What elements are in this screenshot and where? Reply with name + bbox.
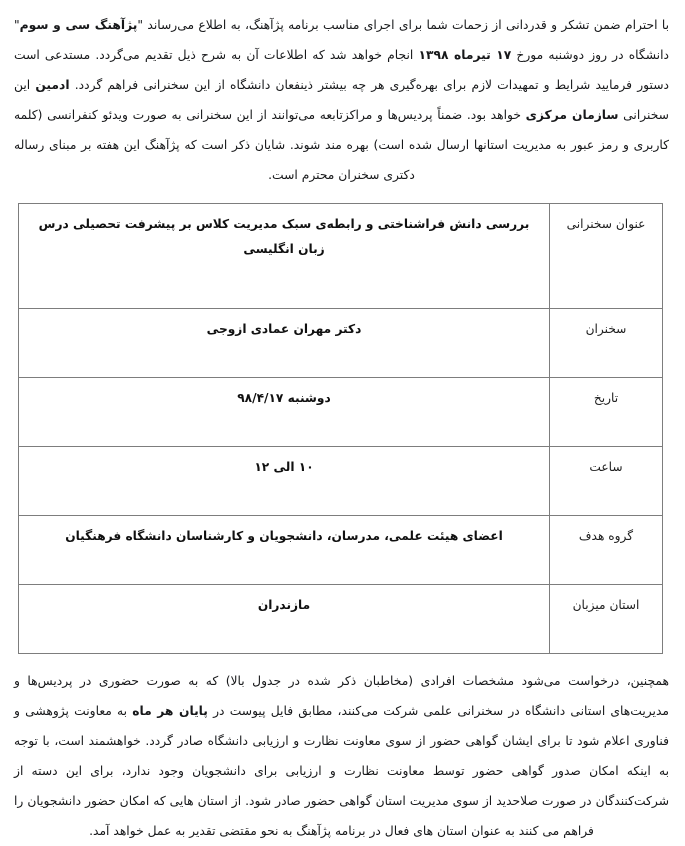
- row-value-target-group: اعضای هیئت علمی، مدرسان، دانشجویان و کارشناسان دانشگاه فرهنگیان: [19, 516, 550, 585]
- row-value-speaker: دکتر مهران عمادی ازوجی: [19, 309, 550, 378]
- row-value-host-province: مازندران: [19, 585, 550, 654]
- table-row: [19, 309, 663, 378]
- intro-paragraph: با احترام ضمن تشکر و قدردانی از زحمات شما برای اجرای مناسب برنامه پژآهنگ، به اطلاع می‌رساند "پژآهنگ سی و سوم" دانشگاه در روز دوشنبه مورخ ۱۷ تیرماه ۱۳۹۸ انجام خواهد شد که اطلاعات آن به شرح ذیل تقدیم می‌گردد. مستدعی است دستور فرمایید شرایط و تمهیدات لازم برای بهره‌گیری هر چه بیشتر ذینفعان دانشگاه از این سخنرانی فراهم گردد. ادمین این سخنرانی سازمان مرکزی خواهد بود. ضمناً پردیس‌ها و مراکزتابعه می‌توانند از این سخنرانی به صورت ویدئو کنفرانسی (کلمه کاربری و رمز عبور به مدیریت استانها ارسال شده است) بهره مند شوند. شایان ذکر است که پژآهنگ این هفته بر مبنای رساله دکتری سخنران محترم است.: [14, 18, 669, 182]
- info-table-body: [19, 204, 663, 654]
- row-label-speaker: سخنران: [550, 309, 663, 378]
- table-row: [19, 378, 663, 447]
- table-row: [19, 516, 663, 585]
- row-label-date: تاریخ: [550, 378, 663, 447]
- row-value-time: ۱۰ الی ۱۲: [19, 447, 550, 516]
- table-row: [19, 447, 663, 516]
- row-label-lecture-title: عنوان سخنرانی: [550, 204, 663, 309]
- closing-paragraph: همچنین، درخواست می‌شود مشخصات افرادی (مخاطبان ذکر شده در جدول بالا) که به صورت حضوری در پردیس‌ها و مدیریت‌های استانی دانشگاه در سخنرانی علمی شرکت می‌کنند، مطابق فایل پیوست در پایان هر ماه به معاونت پژوهشی و فناوری اعلام شود تا برای ایشان گواهی حضور از سوی معاونت نظارت و ارزیابی دانشگاه صادر گردد. خواهشمند است، با توجه به اینکه امکان صدور گواهی حضور توسط معاونت نظارت و ارزیابی برای دانشجویان وجود ندارد، برای این دسته از شرکت‌کنندگان در صورت صلاحدید از سوی مدیریت استان گواهی حضور صادر شود. از استان هایی که امکان حضور دانشجویان را فراهم می کنند به عنوان استان های فعال در برنامه پژآهنگ به نحو مقتضی تقدیر به عمل خواهد آمد.: [14, 674, 670, 838]
- info-table-wrapper: [14, 203, 669, 654]
- table-row: [19, 585, 663, 654]
- row-label-time: ساعت: [550, 447, 663, 516]
- row-label-host-province: استان میزبان: [550, 585, 663, 654]
- row-value-date: دوشنبه ۹۸/۴/۱۷: [19, 378, 550, 447]
- row-value-lecture-title: بررسی دانش فراشناختی و رابطه‌ی سبک مدیریت کلاس بر پیشرفت تحصیلی درس زبان انگلیسی: [19, 204, 550, 309]
- table-row: [19, 204, 663, 309]
- lecture-info-table: [18, 203, 663, 654]
- row-label-target-group: گروه هدف: [550, 516, 663, 585]
